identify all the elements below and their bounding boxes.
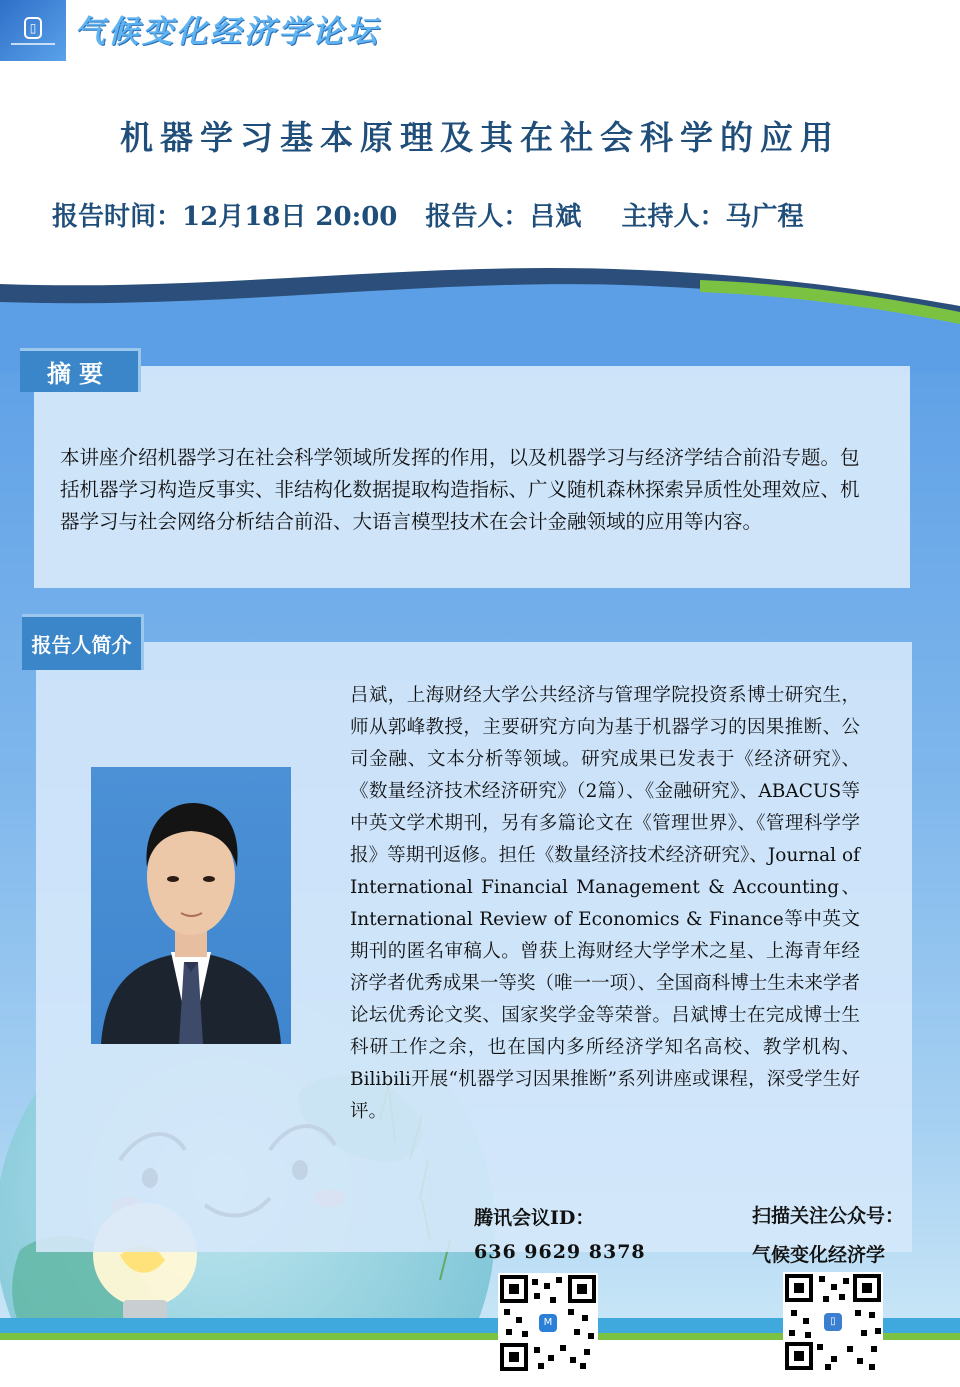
meeting-id-label: 腾讯会议ID： [474,1207,595,1229]
speaker-value: 吕斌 [529,202,582,232]
tencent-meeting-qr-icon[interactable]: M [498,1273,598,1373]
page-title: 机器学习基本原理及其在社会科学的应用 [120,118,840,157]
forum-name: 气候变化经济学论坛 [74,14,380,50]
time-value: 12月18日 20:00 [182,202,398,232]
abstract-tag: 摘要 [20,348,141,392]
forum-logo-icon: ▯ [0,0,66,61]
speaker-label: 报告人： [425,202,530,232]
wechat-scan-label: 扫描关注公众号： [752,1205,905,1227]
speaker-tag: 报告人简介 [22,614,144,670]
wechat-official-account-qr-icon[interactable]: ▯ [783,1272,883,1372]
host-label: 主持人： [621,202,726,232]
speaker-portrait-icon [91,767,291,1044]
speaker-bio: 吕斌，上海财经大学公共经济与管理学院投资系博士研究生，师从郭峰教授，主要研究方向为基于机器学习的因果推断、公司金融、文本分析等领域。研究成果已发表于《经济研究》、《数量经济技术经济研究》（2篇）、《金融研究》、ABACUS等中英文学术期刊，另有多篇论文在《管理世界》、《管理科学学报》等期刊返修。担任《数量经济技术经济研究》、Journal of International Financial Management & Accounting、International Review of Economics & Finance等中英文期刊的匿名审稿人。曾获上海财经大学学术之星、上海青年经济学者优秀成果一等奖（唯一一项）、全国商科博士生未来学者论坛优秀论文奖、国家奖学金等荣誉。吕斌博士在完成博士生科研工作之余，也在国内多所经济学知名高校、教学机构、Bilibili开展“机器学习因果推断”系列讲座或课程，深受学生好评。 [350,685,860,1122]
time-label: 报告时间： [52,202,183,232]
header-wave-band [0,262,960,372]
host-value: 马广程 [725,202,804,232]
abstract-text: 本讲座介绍机器学习在社会科学领域所发挥的作用，以及机器学习与经济学结合前沿专题。包括机器学习构造反事实、非结构化数据提取构造指标、广义随机森林探索异质性处理效应、机器学习与社会网络分析结合前沿、大语言模型技术在会计金融领域的应用等内容。 [60,446,860,533]
meeting-id-value[interactable]: 636 9629 8378 [474,1241,646,1263]
wechat-account-name: 气候变化经济学 [752,1244,886,1266]
event-info [52,196,803,238]
